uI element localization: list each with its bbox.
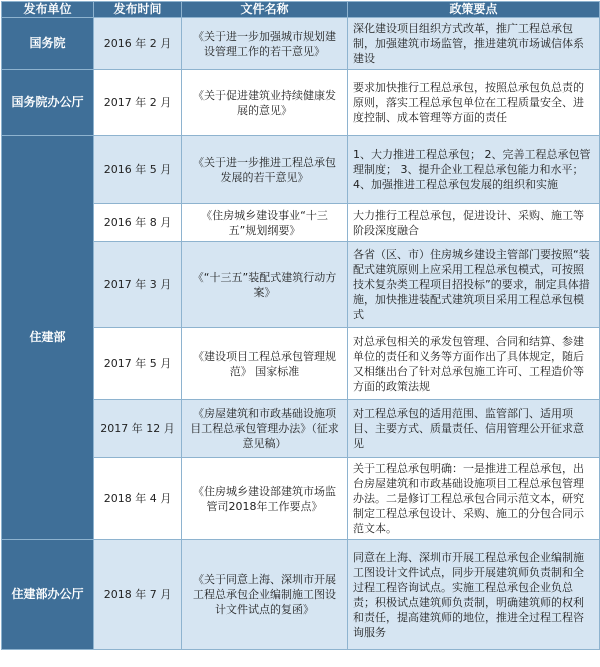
name-cell: 《关于同意上海、深圳市开展工程总承包企业编制施工图设计文件试点的复函》 — [182, 540, 348, 650]
table-row — [2, 70, 600, 136]
points-cell: 深化建设项目组织方式改革，推广工程总承包制，加强建筑市场监管，推进建筑市场诚信体系建设 — [348, 18, 600, 70]
unit-cell: 国务院办公厅 — [2, 70, 94, 136]
points-cell: 关于工程总承包明确：一是推进工程总承包，出台房屋建筑和市政基础设施项目工程总承包管理办法。二是修订工程总承包合同示范文本，研究制定工程总承包设计、采购、施工的分包合同示范文本。 — [348, 458, 600, 540]
points-cell: 对总承包相关的承发包管理、合同和结算、参建单位的责任和义务等方面作出了具体规定，随后又相继出台了针对总承包施工许可、工程造价等方面的政策法规 — [348, 328, 600, 400]
points-cell: 同意在上海、深圳市开展工程总承包企业编制施工图设计文件试点，同步开展建筑师负责制和全过程工程咨询试点。实施工程总承包企业负总责；积极试点建筑师负责制，明确建筑师的权利和责任，提高建筑师的地位，推进全过程工程咨询服务 — [348, 540, 600, 650]
time-cell: 2017 年 3 月 — [94, 242, 182, 328]
time-cell: 2016 年 5 月 — [94, 136, 182, 204]
name-cell: 《关于促进建筑业持续健康发展的意见》 — [182, 70, 348, 136]
header-points: 政策要点 — [348, 2, 600, 18]
points-cell: 要求加快推行工程总承包，按照总承包负总责的原则，落实工程总承包单位在工程质量安全、进度控制、成本管理等方面的责任 — [348, 70, 600, 136]
name-cell: 《关于进一步推进工程总承包发展的若干意见》 — [182, 136, 348, 204]
header-time: 发布时间 — [94, 2, 182, 18]
unit-cell: 住建部办公厅 — [2, 540, 94, 650]
name-cell: 《建设项目工程总承包管理规范》 国家标准 — [182, 328, 348, 400]
table-header-row — [2, 2, 600, 18]
time-cell: 2016 年 2 月 — [94, 18, 182, 70]
name-cell: 《住房城乡建设部建筑市场监管司2018年工作要点》 — [182, 458, 348, 540]
name-cell: 《“十三五”装配式建筑行动方案》 — [182, 242, 348, 328]
name-cell: 《关于进一步加强城市规划建设管理工作的若干意见》 — [182, 18, 348, 70]
header-unit: 发布单位 — [2, 2, 94, 18]
time-cell: 2017 年 12 月 — [94, 400, 182, 458]
time-cell: 2017 年 5 月 — [94, 328, 182, 400]
points-cell: 1、大力推进工程总承包； 2、完善工程总承包管理制度； 3、提升企业工程总承包能力和水平； 4、加强推进工程总承包发展的组织和实施 — [348, 136, 600, 204]
unit-cell: 国务院 — [2, 18, 94, 70]
points-cell: 各省（区、市）住房城乡建设主管部门要按照“装配式建筑原则上应采用工程总承包模式，可按照技术复杂类工程项目招投标”的要求，制定具体措施，加快推进装配式建筑项目采用工程总承包模式 — [348, 242, 600, 328]
unit-cell: 住建部 — [2, 136, 94, 540]
time-cell: 2018 年 4 月 — [94, 458, 182, 540]
name-cell: 《住房城乡建设事业“十三五”规划纲要》 — [182, 204, 348, 242]
table-row — [2, 136, 600, 204]
table-row — [2, 18, 600, 70]
time-cell: 2018 年 7 月 — [94, 540, 182, 650]
time-cell: 2016 年 8 月 — [94, 204, 182, 242]
policy-table — [1, 1, 600, 650]
points-cell: 对工程总承包的适用范围、监管部门、适用项目、主要方式、质量责任、信用管理公开征求意见 — [348, 400, 600, 458]
name-cell: 《房屋建筑和市政基础设施项目工程总承包管理办法》（征求意见稿） — [182, 400, 348, 458]
header-name: 文件名称 — [182, 2, 348, 18]
time-cell: 2017 年 2 月 — [94, 70, 182, 136]
points-cell: 大力推行工程总承包，促进设计、采购、施工等阶段深度融合 — [348, 204, 600, 242]
table-row — [2, 540, 600, 650]
